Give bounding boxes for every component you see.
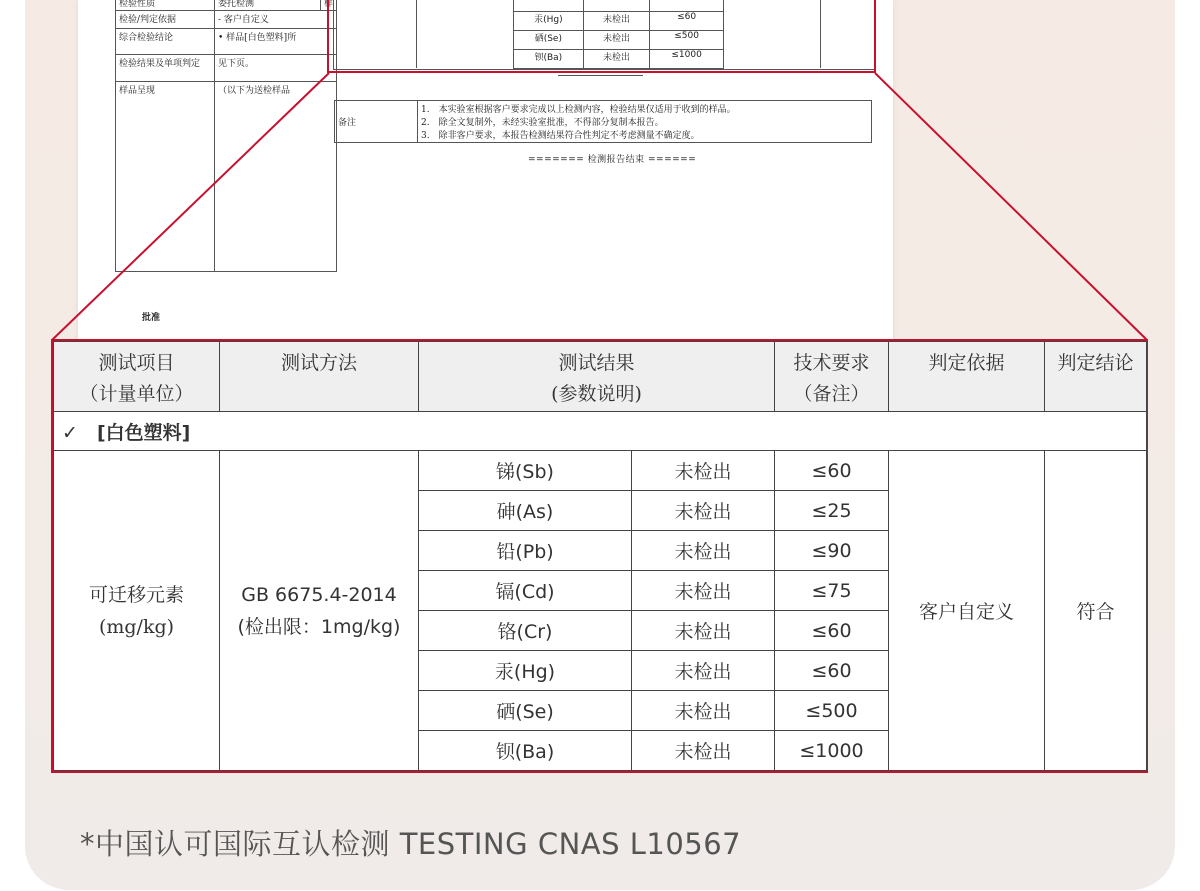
test-item-cell: 可迁移元素 (mg/kg) <box>54 451 220 771</box>
limit-value: ≤60 <box>775 651 889 691</box>
limit-value: ≤500 <box>775 691 889 731</box>
mini-limit: ≤60 <box>650 12 724 31</box>
header-judgement-basis: 判定依据 <box>889 342 1045 412</box>
element-name: 砷(As) <box>419 491 632 531</box>
mini-element: 钡(Ba) <box>514 50 584 69</box>
result-value: 未检出 <box>632 691 775 731</box>
mini-limit: ≤1000 <box>650 50 724 69</box>
header-test-item: 测试项目 （计量单位） <box>54 342 220 412</box>
element-name: 汞(Hg) <box>419 651 632 691</box>
mini-element: 硒(Se) <box>514 31 584 50</box>
result-value: 未检出 <box>632 491 775 531</box>
result-value: 未检出 <box>632 651 775 691</box>
info-value: - 客户自定义 <box>215 11 337 29</box>
judgement-conclusion-cell: 符合 <box>1045 451 1147 771</box>
section-title: [白色塑料] <box>96 421 191 444</box>
limit-value: ≤75 <box>775 571 889 611</box>
info-label: 样品呈现 <box>116 82 215 272</box>
check-icon: ✓ <box>62 421 78 444</box>
info-label: 检验性质 <box>116 0 215 11</box>
note-line: 3. 除非客户要求，本报告检测结果符合性判定不考虑测量不确定度。 <box>421 131 700 141</box>
info-label: 检验/判定依据 <box>116 11 215 29</box>
judgement-basis-cell: 客户自定义 <box>889 451 1045 771</box>
element-name: 镉(Cd) <box>419 571 632 611</box>
info-value: • 样品[白色塑料]所 <box>215 29 337 55</box>
element-name: 钡(Ba) <box>419 731 632 771</box>
limit-value: ≤90 <box>775 531 889 571</box>
mini-element: 汞(Hg) <box>514 12 584 31</box>
element-name: 铅(Pb) <box>419 531 632 571</box>
limit-value: ≤60 <box>775 611 889 651</box>
info-value: 见下页。 <box>215 55 337 82</box>
note-line: 2. 除全文复制外，未经实验室批准，不得部分复制本报告。 <box>421 118 664 128</box>
limit-value: ≤25 <box>775 491 889 531</box>
info-extra: 样 <box>320 0 336 11</box>
notes-label: 备注 <box>335 101 418 143</box>
limit-value: ≤60 <box>775 451 889 491</box>
header-judgement-conclusion: 判定结论 <box>1045 342 1147 412</box>
element-name: 铬(Cr) <box>419 611 632 651</box>
result-value: 未检出 <box>632 571 775 611</box>
mini-result: 未检出 <box>583 31 650 50</box>
result-value: 未检出 <box>632 451 775 491</box>
info-label: 检验结果及单项判定 <box>116 55 215 82</box>
element-name: 锑(Sb) <box>419 451 632 491</box>
result-value: 未检出 <box>632 531 775 571</box>
test-method-cell: GB 6675.4-2014 (检出限：1mg/kg) <box>220 451 419 771</box>
mini-result: 未检出 <box>583 50 650 69</box>
note-line: 1. 本实验室根据客户要求完成以上检测内容，检验结果仅适用于收到的样品。 <box>421 105 736 115</box>
mini-result: 未检出 <box>583 12 650 31</box>
report-end-mark: ======= 检测报告结束 ====== <box>528 155 697 165</box>
info-value: （以下为送检样品 <box>215 82 337 272</box>
result-value: 未检出 <box>632 731 775 771</box>
certification-footer: *中国认可国际互认检测 TESTING CNAS L10567 <box>80 827 742 861</box>
info-value: 委托检测 <box>215 0 321 11</box>
approve-label: 批准 <box>142 313 161 323</box>
header-test-method: 测试方法 <box>220 342 419 412</box>
mini-limit: ≤500 <box>650 31 724 50</box>
header-tech-requirement: 技术要求 （备注） <box>775 342 889 412</box>
limit-value: ≤1000 <box>775 731 889 771</box>
section-row <box>54 412 1147 451</box>
element-name: 硒(Se) <box>419 691 632 731</box>
zoomed-result-table <box>51 339 1148 773</box>
result-value: 未检出 <box>632 611 775 651</box>
header-test-result: 测试结果 (参数说明) <box>419 342 775 412</box>
info-label: 综合检验结论 <box>116 29 215 55</box>
